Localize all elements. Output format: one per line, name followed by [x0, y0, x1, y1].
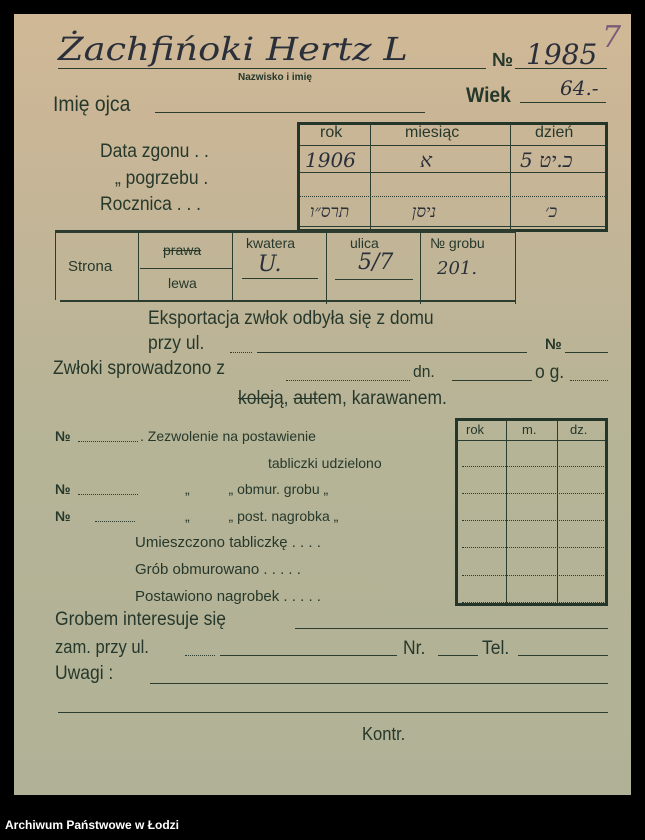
side-right: prawa — [163, 242, 202, 258]
col-dzien: dzień — [535, 124, 574, 141]
quarter-value: U. — [258, 252, 282, 277]
export-street-label: przy ul. — [148, 333, 205, 354]
name-value: Żachfińoki Hertz L — [58, 30, 408, 68]
burial-date-label: „ pogrzebu . — [115, 168, 209, 189]
archive-caption: Archiwum Państwowe w Łodzi — [5, 818, 180, 832]
col-miesiac: miesiąc — [405, 124, 460, 141]
export-text: Eksportacja zwłok odbyła się z domu — [148, 308, 434, 329]
permit-plaque-2: tabliczki udzielono — [268, 455, 382, 471]
side-left: lewa — [168, 275, 197, 291]
grave-label: № grobu — [430, 235, 485, 251]
hour-label: o g. — [535, 362, 565, 383]
col-m: m. — [522, 422, 537, 437]
permit1-no: № — [55, 428, 71, 444]
age-label: Wiek — [466, 84, 511, 107]
anniv-month: ניסן — [412, 202, 436, 222]
plaque-placed: Umieszczono tabliczkę . . . . — [135, 534, 321, 551]
permits-table — [455, 418, 608, 606]
col-rok-2: rok — [466, 422, 485, 437]
col-dz: dz. — [570, 422, 588, 437]
grave-walled: Grób obmurowano . . . . . — [135, 561, 301, 578]
grave-value: 201. — [437, 258, 478, 279]
interest-label: Grobem interesuje się — [55, 609, 227, 630]
permit-wall: „ „ obmur. grobu „ — [185, 481, 329, 497]
number-label: № — [492, 50, 514, 71]
col-rok: rok — [320, 124, 343, 141]
death-month: א — [420, 148, 433, 172]
death-date-label: Data zgonu . . — [100, 141, 209, 162]
control-label: Kontr. — [362, 724, 406, 744]
quarter-label: kwatera — [246, 235, 296, 251]
nr-label: Nr. — [403, 638, 426, 659]
name-label: Nazwisko i imię — [238, 72, 312, 83]
death-year: 1906 — [305, 148, 356, 172]
transport-line: koleją, autem, karawanem. — [238, 388, 447, 409]
street-label: ulica — [350, 235, 379, 251]
tel-label: Tel. — [482, 638, 510, 659]
number-value: 1985 — [526, 38, 598, 71]
permit-tombstone: „ „ post. nagrobka „ — [185, 508, 339, 524]
age-value: 64.- — [560, 76, 599, 100]
father-label: Imię ojca — [53, 93, 131, 116]
anniv-year: תרס״ו — [310, 202, 350, 222]
address-label: zam. przy ul. — [55, 637, 149, 657]
permit-plaque: . Zezwolenie na postawienie — [140, 428, 316, 444]
brought-label: Zwłoki sprowadzono z — [53, 358, 225, 379]
death-day: 5 כ.יט — [520, 148, 573, 172]
anniversary-label: Rocznica . . . — [100, 194, 202, 215]
corner-mark: 7 — [602, 20, 622, 55]
permit3-no: № — [55, 508, 71, 524]
anniv-day: כ׳ — [545, 202, 558, 222]
tombstone-placed: Postawiono nagrobek . . . . . — [135, 588, 321, 605]
notes-label: Uwagi : — [55, 663, 114, 684]
day-label: dn. — [413, 362, 435, 381]
street-value: 5/7 — [358, 250, 394, 275]
export-no-label: № — [545, 336, 562, 353]
side-label: Strona — [68, 258, 113, 275]
permit2-no: № — [55, 481, 71, 497]
